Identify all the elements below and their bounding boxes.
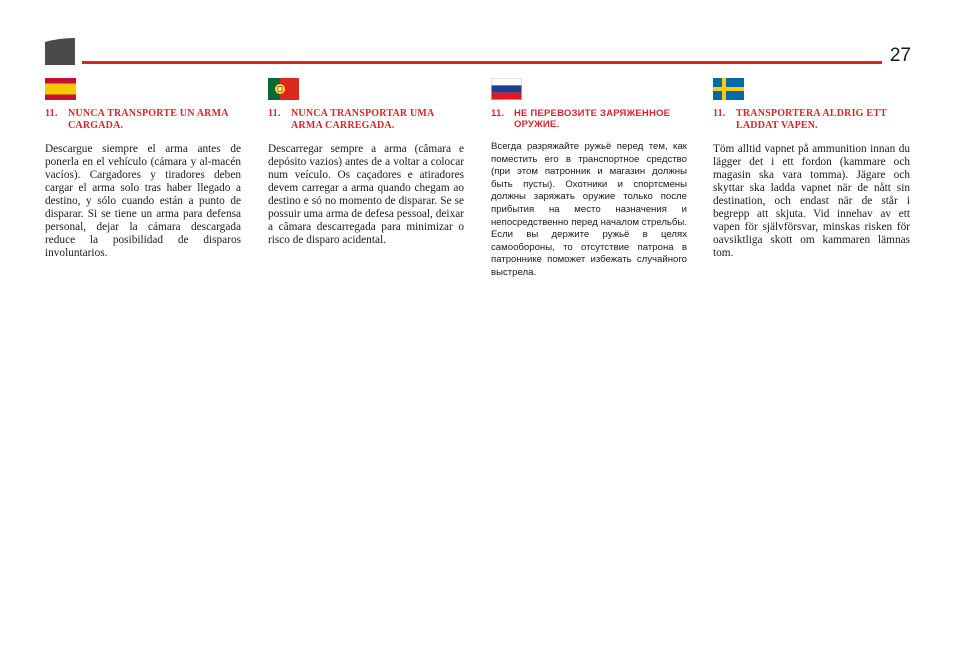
section-body: Всегда разряжайте ружьё перед тем, как поместить его в транспортное средство (при этом патронник и магазин должны быть пусты). Охотники и спортсмены должны заряжать оружие только после прибытия на место назначения и непосредственно перед началом стрельбы. Если вы держите ружьё в целях самообороны, то отсутствие патрона в патроннике поможет избежать случайного выстрела.	[491, 141, 687, 278]
section-heading: 11. NUNCA TRANSPORTAR UMA ARMA CARREGADA.	[268, 108, 434, 131]
brand-logo-icon	[45, 38, 75, 65]
section-body: Descarregar sempre a arma (câmara e depósito vazios) antes de a voltar a colocar num veículo. Os caçadores e atiradores devem carregar a arma quando chegam ao destino e só no momento de disparar. Se se possuir uma arma de defesa pessoal, deixar a câmara descarregada para minimizar o risco de disparo acidental.	[268, 143, 464, 246]
column-swedish	[713, 78, 910, 260]
spain-flag-icon	[45, 78, 76, 100]
header-rule	[82, 61, 882, 64]
column-spanish	[45, 78, 241, 260]
column-russian	[491, 78, 687, 280]
russia-flag-icon	[491, 78, 522, 100]
sweden-flag-icon	[713, 78, 744, 100]
section-heading: 11. TRANSPORTERA ALDRIG ETT LADDAT VAPEN.	[713, 108, 887, 131]
section-body: Töm alltid vapnet på ammunition innan du lägger det i ett fordon (kammare och magasin ska vara tomma). Jägare och skyttar ska ladda vapnet när de nått sin destination, och endast när de står i begrepp att skjuta. Vid innehav av ett vapen för självförsvar, minskas risken för oavsiktliga skott om kammaren lämnas tom.	[713, 143, 910, 259]
section-body: Descargue siempre el arma antes de ponerla en el vehículo (cámara y al-macén vacíos). Cargadores y tiradores deben cargar el arma solo tras haber llegado a destino, y sólo cuando están a punto de disparar. Si se tiene un arma para defensa personal, dejar la cámara descargada reduce la posibilidad de disparos involuntarios.	[45, 143, 241, 259]
column-portuguese	[268, 78, 464, 247]
portugal-flag-icon	[268, 78, 299, 100]
page-number: 27	[889, 45, 911, 66]
section-heading: 11. НЕ ПЕРЕВОЗИТЕ ЗАРЯЖЕННОЕ ОРУЖИЕ.	[491, 108, 671, 130]
section-heading: 11. NUNCA TRANSPORTE UN ARMA CARGADA.	[45, 108, 229, 131]
